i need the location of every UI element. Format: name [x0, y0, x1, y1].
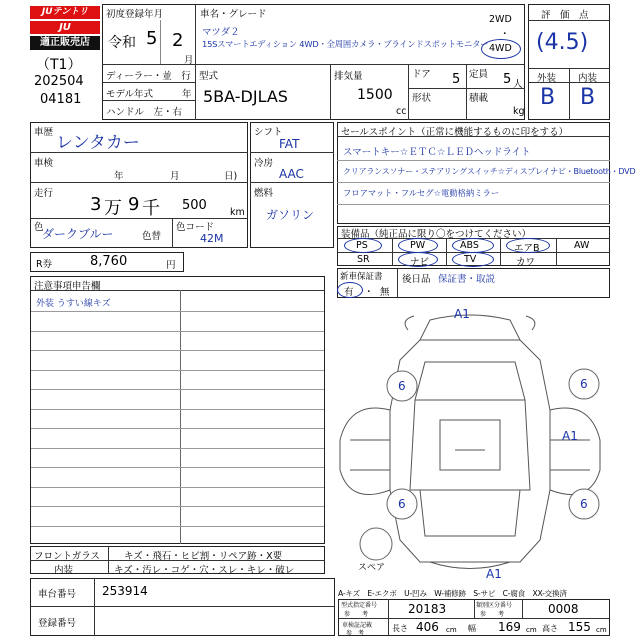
recycle-unit: 円	[166, 260, 176, 271]
logo-badge: JU	[30, 21, 100, 34]
load-label: 積載	[469, 93, 489, 104]
class-code-label: 類別区分番号	[476, 602, 513, 609]
cap-label: 定員	[469, 69, 489, 80]
disp-value: 1500	[357, 87, 393, 103]
first-reg-month: 2	[172, 30, 184, 51]
model-code-label: 型式指定番号	[341, 602, 378, 609]
first-reg-month-unit: 月	[184, 55, 194, 66]
car-label: 車名・グレード	[200, 9, 267, 20]
logo-brand: JUテントリ	[30, 6, 100, 19]
diagram-mark-rear: A1	[486, 567, 502, 581]
note-rule	[31, 389, 324, 390]
cap-unit: 人	[513, 79, 523, 90]
mileage-u2: 千	[142, 198, 160, 219]
equip-tv-circle	[452, 252, 494, 267]
sales-line-2: クリアランスソナー・ステアリングスイッチ☆ディスプレイナビ・Bluetooth・DVD	[343, 167, 636, 176]
ref-2: 参 考	[480, 611, 505, 618]
drive-dot: ・	[500, 29, 510, 40]
height-label: 高さ	[542, 624, 558, 633]
inspection-label: 車検	[34, 158, 54, 169]
fuel-label: 燃料	[254, 188, 274, 199]
diagram-mark-side: A1	[562, 429, 578, 443]
type-label: 型式	[199, 71, 219, 82]
header-box	[102, 4, 525, 120]
glass-text: キズ・飛石・ヒビ割・リペア跡・X要	[124, 551, 283, 562]
notes-label: 注意事項申告欄	[34, 281, 101, 292]
color-change-label: 色替	[142, 231, 162, 242]
inspection-year-unit: 年	[114, 171, 124, 182]
height: 155	[568, 620, 591, 634]
drive-2wd: 2WD	[489, 14, 512, 25]
shape-label: 形状	[412, 93, 432, 104]
equip-abs: ABS	[460, 240, 479, 251]
disp-label: 排気量	[334, 71, 363, 82]
diagram-mark-front: A1	[454, 307, 470, 321]
chassis-value: 253914	[102, 584, 148, 598]
reg-label: 登録番号	[38, 618, 77, 629]
equip-leather: カワ	[516, 257, 536, 268]
shift-label: シフト	[254, 127, 283, 138]
dealer-label: ディーラー・並 行	[106, 71, 191, 82]
warranty-yes: 有	[344, 287, 354, 298]
diagram-mark-rr-label: 6	[580, 497, 588, 511]
book-value: 保証書・取説	[438, 274, 496, 285]
mileage-label: 走行	[34, 188, 54, 199]
note-rule	[31, 331, 324, 332]
load-unit: kg	[513, 106, 525, 117]
sales-line-1: スマートキー☆ＥＴＣ☆ＬＥＤヘッドライト	[343, 147, 531, 158]
warranty-label: 新車保証書	[340, 272, 383, 282]
equip-pw-circle	[398, 238, 438, 253]
first-reg-label: 初度登録年月	[106, 9, 164, 20]
inspection-day-unit: 日)	[224, 171, 238, 182]
aircon-label: 冷房	[254, 158, 274, 169]
note-rule	[31, 448, 324, 449]
color-label: 色	[34, 222, 44, 233]
interior-label: 内装	[54, 565, 74, 576]
drive-4wd-circle	[481, 39, 521, 59]
history-value: レンタカー	[56, 133, 140, 153]
sales-line-3: フロアマット・フルセグ☆電動格納ミラー	[343, 188, 500, 198]
equipment-label: 装備品（純正品に限り〇をつけてください）	[341, 229, 532, 240]
door-label: ドア	[412, 69, 431, 80]
length-label: 長さ	[392, 624, 408, 633]
drive-4wd: 4WD	[489, 43, 512, 54]
equip-navi: ナビ	[410, 257, 430, 268]
spare-label: スペア	[358, 563, 386, 573]
notes-box	[30, 276, 325, 544]
inspection-month-unit: 月	[170, 171, 180, 182]
cap-value: 5	[503, 72, 512, 87]
equip-pw: PW	[410, 240, 426, 251]
equip-ps-circle	[344, 238, 382, 253]
grade-label: 評 価 点	[541, 10, 589, 21]
ext-grade: B	[540, 85, 556, 110]
length: 406	[416, 620, 439, 634]
length-unit: cm	[446, 626, 457, 634]
car-name: マツダ２	[202, 27, 240, 38]
book-label: 後日品	[402, 274, 431, 285]
diagram-mark-fl-label: 6	[398, 379, 406, 393]
warranty-sep: ・	[364, 287, 374, 298]
recycle-label: R券	[36, 259, 53, 270]
note-rule	[31, 487, 324, 488]
equip-aw: AW	[574, 240, 590, 251]
equip-sr: SR	[357, 254, 370, 265]
logo-shop: 適正販売店	[30, 36, 100, 50]
fuel-value: ガソリン	[266, 208, 315, 222]
width: 169	[498, 620, 521, 634]
note-rule	[31, 370, 324, 371]
diagram-mark-fr-label: 6	[580, 377, 588, 391]
notes-text: 外装 うすい線キズ	[36, 299, 111, 309]
equip-tv: TV	[464, 254, 477, 265]
warranty-yes-circle	[337, 282, 363, 298]
note-rule	[31, 428, 324, 429]
first-reg-year: 5	[146, 28, 158, 49]
note-rule	[31, 506, 324, 507]
chassis-label: 車台番号	[38, 589, 77, 600]
int-label: 内装	[578, 73, 598, 84]
model-year-label: モデル年式	[106, 89, 154, 100]
color-code-label: 色コード	[176, 222, 215, 233]
note-rule	[31, 467, 324, 468]
spare-tire	[360, 528, 392, 560]
model-year-unit: 年	[182, 89, 192, 100]
type-value: 5BA-DJLAS	[203, 87, 288, 106]
width-unit: cm	[526, 626, 537, 634]
first-reg-era: 令和	[108, 35, 136, 51]
mileage-v3: 500	[182, 198, 207, 213]
recycle-value: 8,760	[90, 254, 128, 269]
ref-3: 参 考	[346, 630, 365, 637]
grade-value: (4.5)	[536, 30, 589, 55]
int-grade: B	[580, 85, 596, 110]
color-value: ダークブルー	[42, 227, 114, 241]
shift-value: FAT	[279, 137, 300, 151]
width-label: 幅	[468, 624, 476, 633]
equip-navi-circle	[398, 252, 438, 267]
equip-abs-circle	[452, 238, 494, 253]
aircon-value: AAC	[279, 167, 304, 181]
note-rule	[31, 526, 324, 527]
history-label: 車歴	[34, 127, 54, 138]
class-code: 0008	[548, 602, 579, 616]
interior-text: キズ・汚レ・コゲ・穴・スレ・キレ・破レ	[114, 565, 295, 576]
legend: A-キズ E-エクボ U-凹み W-補修跡 S-サビ C-腐食 XX-交換済	[338, 589, 567, 598]
car-grade: 15Sスマートエディション 4WD・全周囲カメラ・ブラインドスポットモニター	[202, 39, 489, 49]
lot-no: 04181	[40, 92, 82, 107]
mileage-u1: 万	[104, 198, 122, 219]
dims-label: 車検証記載	[342, 622, 373, 629]
diagram-mark-rl-label: 6	[398, 497, 406, 511]
mileage-v1: 3	[90, 194, 102, 215]
equip-airbag-circle	[506, 238, 550, 253]
handle-label: ハンドル 左・右	[106, 107, 183, 118]
mileage-unit: km	[230, 207, 245, 218]
model-code: 20183	[408, 602, 447, 616]
equip-airbag: エアB	[514, 243, 540, 254]
sales-label: セールスポイント（正常に機能するものに印をする）	[341, 127, 569, 138]
lot-region: （T1）	[36, 57, 82, 73]
equip-ps: PS	[356, 240, 368, 251]
disp-unit: cc	[396, 106, 407, 117]
car-diagram	[330, 300, 610, 584]
color-code: 42M	[200, 232, 224, 245]
warranty-no: 無	[380, 287, 390, 298]
ext-label: 外装	[537, 73, 557, 84]
note-rule	[31, 311, 324, 312]
note-rule	[31, 350, 324, 351]
note-rule	[31, 409, 324, 410]
door-value: 5	[452, 72, 461, 87]
logo	[30, 6, 100, 51]
glass-label: フロントガラス	[34, 551, 100, 562]
lot-date: 202504	[34, 74, 84, 89]
height-unit: cm	[596, 626, 607, 634]
mileage-v2: 9	[128, 194, 140, 215]
ref-1: 参 考	[344, 611, 369, 618]
